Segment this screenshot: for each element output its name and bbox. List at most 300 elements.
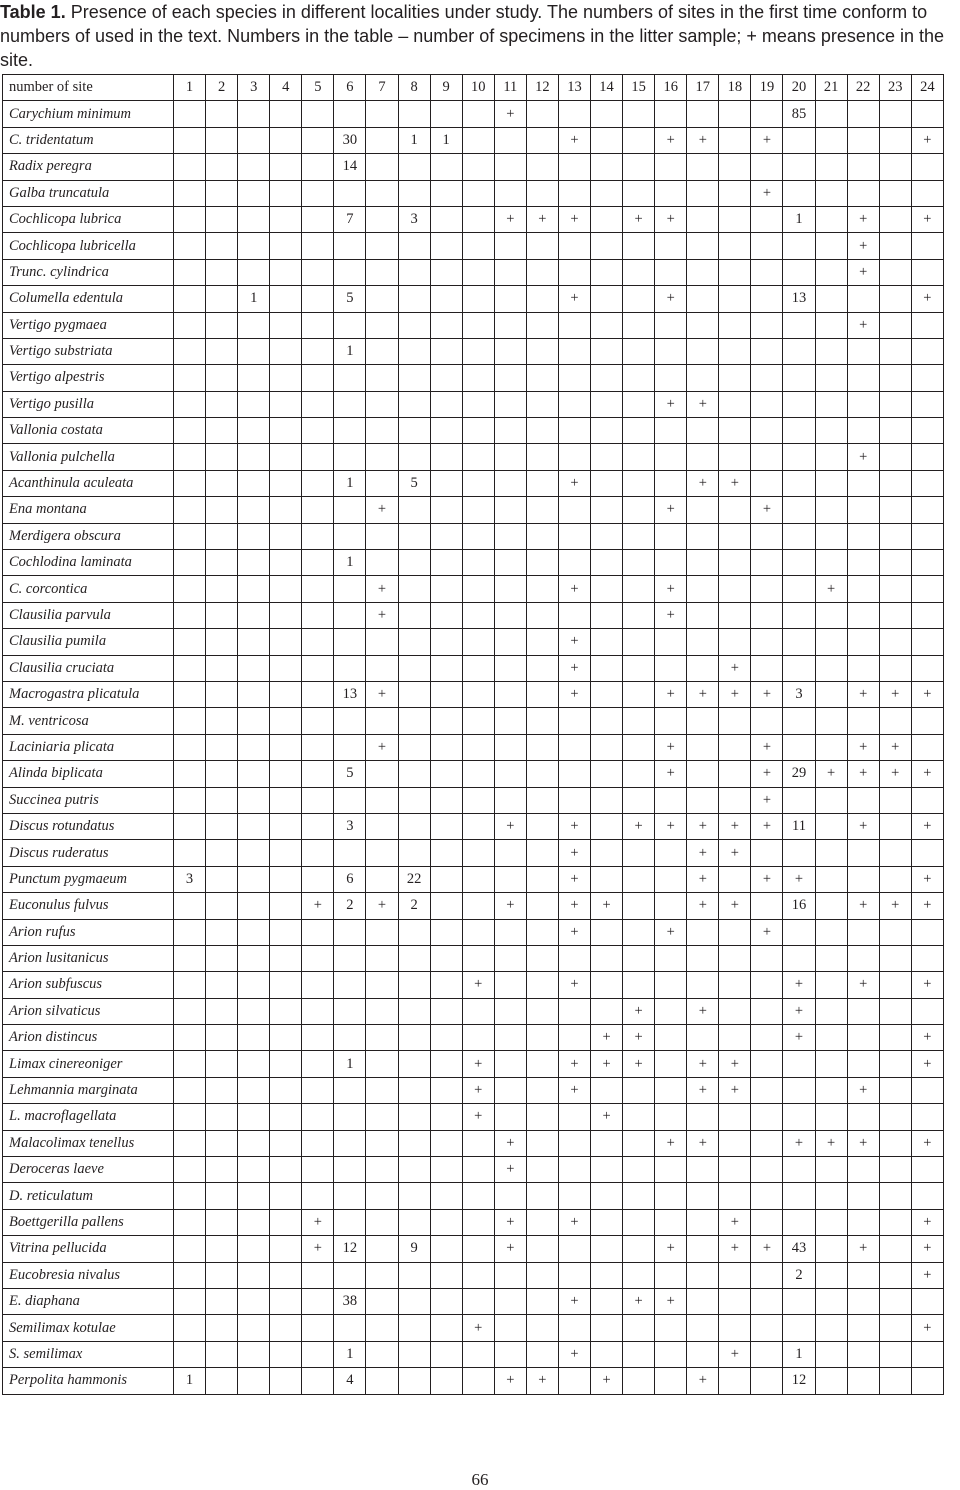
site-cell bbox=[430, 1051, 462, 1077]
site-cell bbox=[206, 1368, 238, 1394]
site-cell bbox=[623, 629, 655, 655]
site-cell bbox=[847, 919, 879, 945]
site-cell bbox=[911, 470, 943, 496]
site-cell bbox=[206, 180, 238, 206]
site-cell: 1 bbox=[334, 1341, 366, 1367]
species-row bbox=[3, 734, 944, 760]
site-cell bbox=[879, 1025, 911, 1051]
site-number-header: 17 bbox=[687, 75, 719, 101]
site-cell: + bbox=[911, 1051, 943, 1077]
site-cell: + bbox=[655, 497, 687, 523]
site-cell bbox=[623, 312, 655, 338]
site-cell bbox=[558, 418, 590, 444]
site-cell bbox=[751, 523, 783, 549]
site-cell bbox=[623, 101, 655, 127]
site-cell bbox=[526, 1025, 558, 1051]
site-cell bbox=[334, 919, 366, 945]
site-cell bbox=[398, 1157, 430, 1183]
site-cell bbox=[879, 1051, 911, 1077]
site-cell bbox=[238, 1183, 270, 1209]
site-cell bbox=[911, 312, 943, 338]
site-cell bbox=[366, 233, 398, 259]
site-cell bbox=[462, 154, 494, 180]
site-cell: + bbox=[366, 893, 398, 919]
site-cell bbox=[366, 787, 398, 813]
site-cell bbox=[815, 206, 847, 232]
site-cell bbox=[302, 1368, 334, 1394]
site-cell bbox=[462, 1130, 494, 1156]
site-cell bbox=[655, 523, 687, 549]
site-cell bbox=[751, 1025, 783, 1051]
species-name: Macrogastra plicatula bbox=[3, 681, 174, 707]
site-cell bbox=[334, 312, 366, 338]
site-cell: + bbox=[751, 681, 783, 707]
species-name: Merdigera obscura bbox=[3, 523, 174, 549]
site-cell bbox=[687, 206, 719, 232]
site-cell: + bbox=[687, 681, 719, 707]
site-cell bbox=[719, 866, 751, 892]
site-cell bbox=[623, 233, 655, 259]
site-cell: + bbox=[558, 1209, 590, 1235]
site-cell bbox=[270, 1236, 302, 1262]
site-cell: 5 bbox=[398, 470, 430, 496]
site-cell: + bbox=[719, 470, 751, 496]
site-cell bbox=[302, 576, 334, 602]
site-cell: + bbox=[494, 101, 526, 127]
site-cell bbox=[623, 259, 655, 285]
site-cell: + bbox=[494, 1157, 526, 1183]
species-row bbox=[3, 1104, 944, 1130]
site-cell bbox=[558, 1236, 590, 1262]
site-cell bbox=[430, 708, 462, 734]
site-cell: + bbox=[847, 444, 879, 470]
site-cell bbox=[911, 840, 943, 866]
site-number-header: 19 bbox=[751, 75, 783, 101]
site-cell bbox=[174, 998, 206, 1024]
site-cell bbox=[398, 998, 430, 1024]
site-cell bbox=[238, 787, 270, 813]
site-cell bbox=[719, 576, 751, 602]
site-cell bbox=[623, 338, 655, 364]
header-row bbox=[3, 75, 944, 101]
site-cell bbox=[815, 1315, 847, 1341]
site-cell: + bbox=[719, 681, 751, 707]
site-cell bbox=[847, 523, 879, 549]
site-cell bbox=[687, 1157, 719, 1183]
site-cell bbox=[687, 1183, 719, 1209]
site-cell bbox=[687, 444, 719, 470]
site-cell bbox=[751, 286, 783, 312]
site-cell bbox=[238, 1051, 270, 1077]
site-cell bbox=[238, 681, 270, 707]
site-cell bbox=[206, 1341, 238, 1367]
site-cell bbox=[430, 1025, 462, 1051]
site-cell: + bbox=[462, 972, 494, 998]
site-cell bbox=[430, 1104, 462, 1130]
site-cell bbox=[398, 840, 430, 866]
site-cell bbox=[558, 734, 590, 760]
site-cell bbox=[526, 1236, 558, 1262]
site-cell bbox=[334, 418, 366, 444]
site-number-header: 1 bbox=[174, 75, 206, 101]
site-cell bbox=[334, 1157, 366, 1183]
species-presence-table bbox=[2, 74, 944, 1395]
site-cell bbox=[366, 1262, 398, 1288]
site-cell bbox=[270, 787, 302, 813]
site-cell bbox=[751, 893, 783, 919]
site-cell bbox=[655, 998, 687, 1024]
caption-label: Table 1. bbox=[0, 2, 66, 22]
site-cell bbox=[783, 1315, 815, 1341]
site-cell bbox=[815, 418, 847, 444]
site-cell bbox=[430, 1209, 462, 1235]
site-cell bbox=[751, 1341, 783, 1367]
site-cell bbox=[462, 787, 494, 813]
site-cell: + bbox=[911, 286, 943, 312]
site-cell bbox=[238, 101, 270, 127]
site-cell bbox=[623, 866, 655, 892]
site-cell bbox=[591, 550, 623, 576]
site-cell bbox=[398, 418, 430, 444]
site-cell bbox=[494, 391, 526, 417]
site-cell bbox=[270, 576, 302, 602]
site-cell bbox=[238, 523, 270, 549]
site-cell bbox=[751, 602, 783, 628]
site-cell bbox=[206, 708, 238, 734]
site-cell bbox=[206, 972, 238, 998]
site-cell bbox=[591, 233, 623, 259]
site-cell bbox=[398, 761, 430, 787]
site-cell bbox=[591, 391, 623, 417]
site-cell bbox=[879, 945, 911, 971]
site-cell bbox=[591, 1077, 623, 1103]
site-cell bbox=[655, 101, 687, 127]
site-cell bbox=[206, 813, 238, 839]
site-cell bbox=[591, 1236, 623, 1262]
site-cell bbox=[302, 1288, 334, 1314]
site-cell bbox=[526, 470, 558, 496]
site-cell bbox=[494, 312, 526, 338]
site-cell bbox=[815, 893, 847, 919]
site-cell bbox=[591, 1183, 623, 1209]
site-cell bbox=[783, 259, 815, 285]
site-cell bbox=[879, 101, 911, 127]
site-cell bbox=[526, 655, 558, 681]
site-cell bbox=[847, 1209, 879, 1235]
site-cell bbox=[494, 233, 526, 259]
site-cell bbox=[655, 1077, 687, 1103]
site-cell: + bbox=[687, 998, 719, 1024]
site-cell bbox=[302, 1157, 334, 1183]
site-cell bbox=[558, 602, 590, 628]
site-cell bbox=[270, 470, 302, 496]
site-cell bbox=[783, 418, 815, 444]
site-cell bbox=[847, 286, 879, 312]
site-cell bbox=[270, 1183, 302, 1209]
site-cell bbox=[334, 391, 366, 417]
site-number-header: 8 bbox=[398, 75, 430, 101]
site-cell bbox=[494, 1183, 526, 1209]
species-row bbox=[3, 1209, 944, 1235]
species-row bbox=[3, 497, 944, 523]
site-cell bbox=[366, 470, 398, 496]
site-cell bbox=[366, 1104, 398, 1130]
site-cell bbox=[430, 813, 462, 839]
site-cell bbox=[591, 787, 623, 813]
site-cell bbox=[206, 470, 238, 496]
site-number-header: 23 bbox=[879, 75, 911, 101]
site-number-header: 20 bbox=[783, 75, 815, 101]
site-cell: + bbox=[719, 1209, 751, 1235]
site-cell bbox=[462, 761, 494, 787]
site-cell bbox=[206, 602, 238, 628]
site-cell bbox=[719, 1104, 751, 1130]
site-cell bbox=[879, 1130, 911, 1156]
site-cell bbox=[687, 418, 719, 444]
site-cell: + bbox=[558, 972, 590, 998]
species-row bbox=[3, 1262, 944, 1288]
site-cell: + bbox=[911, 893, 943, 919]
site-number-header: 24 bbox=[911, 75, 943, 101]
site-cell bbox=[815, 787, 847, 813]
site-cell bbox=[430, 761, 462, 787]
site-cell bbox=[655, 945, 687, 971]
site-cell bbox=[174, 497, 206, 523]
site-cell bbox=[462, 101, 494, 127]
site-cell bbox=[270, 154, 302, 180]
site-cell bbox=[591, 365, 623, 391]
site-cell bbox=[206, 1104, 238, 1130]
site-cell bbox=[462, 919, 494, 945]
site-cell: + bbox=[591, 1051, 623, 1077]
site-cell bbox=[815, 1025, 847, 1051]
site-cell bbox=[462, 1262, 494, 1288]
site-cell bbox=[526, 734, 558, 760]
site-cell bbox=[879, 602, 911, 628]
site-cell bbox=[751, 154, 783, 180]
site-cell bbox=[366, 523, 398, 549]
site-cell bbox=[623, 154, 655, 180]
site-cell bbox=[847, 787, 879, 813]
site-cell bbox=[655, 1341, 687, 1367]
site-cell bbox=[238, 497, 270, 523]
site-cell bbox=[238, 708, 270, 734]
site-cell: + bbox=[783, 1025, 815, 1051]
site-cell bbox=[879, 1183, 911, 1209]
site-cell bbox=[430, 840, 462, 866]
site-cell bbox=[238, 972, 270, 998]
site-cell bbox=[655, 787, 687, 813]
site-cell bbox=[270, 206, 302, 232]
site-cell bbox=[302, 629, 334, 655]
site-cell bbox=[366, 972, 398, 998]
site-cell bbox=[751, 206, 783, 232]
site-cell bbox=[238, 154, 270, 180]
species-row bbox=[3, 550, 944, 576]
site-cell bbox=[815, 998, 847, 1024]
site-cell bbox=[430, 180, 462, 206]
site-cell: + bbox=[719, 1077, 751, 1103]
site-cell: + bbox=[655, 1236, 687, 1262]
site-cell: + bbox=[655, 681, 687, 707]
species-row bbox=[3, 470, 944, 496]
site-cell: + bbox=[879, 734, 911, 760]
site-cell bbox=[591, 180, 623, 206]
site-cell bbox=[462, 418, 494, 444]
site-cell bbox=[238, 761, 270, 787]
site-cell bbox=[687, 761, 719, 787]
site-cell bbox=[719, 550, 751, 576]
site-cell bbox=[238, 840, 270, 866]
site-cell bbox=[526, 576, 558, 602]
site-cell bbox=[398, 365, 430, 391]
site-cell bbox=[719, 180, 751, 206]
site-cell bbox=[623, 945, 655, 971]
site-cell bbox=[911, 787, 943, 813]
site-cell bbox=[366, 259, 398, 285]
site-number-header: 12 bbox=[526, 75, 558, 101]
site-cell bbox=[174, 840, 206, 866]
site-cell bbox=[815, 497, 847, 523]
site-cell: + bbox=[655, 919, 687, 945]
site-cell bbox=[238, 1236, 270, 1262]
site-cell: + bbox=[462, 1315, 494, 1341]
site-cell bbox=[174, 1183, 206, 1209]
site-cell bbox=[879, 1262, 911, 1288]
site-cell bbox=[334, 259, 366, 285]
site-cell bbox=[558, 497, 590, 523]
species-row bbox=[3, 259, 944, 285]
site-cell bbox=[430, 1341, 462, 1367]
site-cell bbox=[174, 550, 206, 576]
site-cell bbox=[591, 101, 623, 127]
site-cell bbox=[430, 418, 462, 444]
site-cell bbox=[206, 734, 238, 760]
site-cell bbox=[334, 365, 366, 391]
species-name: Eucobresia nivalus bbox=[3, 1262, 174, 1288]
site-cell bbox=[526, 444, 558, 470]
site-cell bbox=[623, 550, 655, 576]
site-cell bbox=[366, 629, 398, 655]
site-cell bbox=[623, 418, 655, 444]
species-name: Alinda biplicata bbox=[3, 761, 174, 787]
site-cell bbox=[334, 1209, 366, 1235]
site-cell bbox=[591, 708, 623, 734]
site-cell: + bbox=[847, 893, 879, 919]
site-cell bbox=[462, 206, 494, 232]
site-cell bbox=[623, 1368, 655, 1394]
site-cell bbox=[815, 286, 847, 312]
site-cell bbox=[879, 444, 911, 470]
species-row bbox=[3, 523, 944, 549]
site-cell bbox=[398, 629, 430, 655]
site-cell bbox=[591, 1341, 623, 1367]
site-cell bbox=[719, 206, 751, 232]
site-cell: 5 bbox=[334, 286, 366, 312]
site-cell bbox=[783, 523, 815, 549]
site-cell bbox=[655, 1025, 687, 1051]
site-cell: 1 bbox=[783, 1341, 815, 1367]
site-cell bbox=[847, 1183, 879, 1209]
site-cell: + bbox=[879, 893, 911, 919]
site-cell bbox=[687, 655, 719, 681]
site-cell bbox=[623, 1077, 655, 1103]
site-number-header: 7 bbox=[366, 75, 398, 101]
site-cell bbox=[815, 127, 847, 153]
site-cell bbox=[655, 655, 687, 681]
site-cell bbox=[206, 365, 238, 391]
site-cell bbox=[302, 998, 334, 1024]
species-row bbox=[3, 761, 944, 787]
table-caption bbox=[0, 0, 960, 72]
site-cell: + bbox=[558, 840, 590, 866]
site-cell bbox=[751, 576, 783, 602]
site-cell bbox=[591, 470, 623, 496]
site-cell bbox=[687, 312, 719, 338]
site-cell bbox=[847, 1025, 879, 1051]
site-cell bbox=[783, 127, 815, 153]
site-cell bbox=[879, 550, 911, 576]
site-cell bbox=[270, 180, 302, 206]
site-cell bbox=[366, 1183, 398, 1209]
site-cell bbox=[847, 1315, 879, 1341]
species-row bbox=[3, 1341, 944, 1367]
site-cell bbox=[783, 1183, 815, 1209]
site-cell bbox=[783, 444, 815, 470]
site-cell bbox=[398, 1368, 430, 1394]
site-cell bbox=[494, 761, 526, 787]
site-cell bbox=[366, 444, 398, 470]
site-cell bbox=[815, 444, 847, 470]
site-cell bbox=[494, 629, 526, 655]
site-cell bbox=[334, 1025, 366, 1051]
site-cell bbox=[238, 576, 270, 602]
site-cell: + bbox=[847, 259, 879, 285]
site-cell bbox=[879, 866, 911, 892]
site-cell bbox=[302, 655, 334, 681]
site-cell bbox=[687, 734, 719, 760]
site-cell bbox=[238, 1209, 270, 1235]
site-cell bbox=[206, 1288, 238, 1314]
site-cell bbox=[687, 180, 719, 206]
site-cell bbox=[206, 1262, 238, 1288]
site-cell bbox=[174, 470, 206, 496]
header-label: number of site bbox=[3, 75, 174, 101]
site-cell bbox=[911, 576, 943, 602]
site-cell bbox=[270, 1209, 302, 1235]
site-number-header: 3 bbox=[238, 75, 270, 101]
site-cell bbox=[879, 998, 911, 1024]
site-cell bbox=[591, 972, 623, 998]
site-cell bbox=[366, 418, 398, 444]
site-cell bbox=[462, 681, 494, 707]
site-cell bbox=[302, 418, 334, 444]
site-cell bbox=[302, 154, 334, 180]
site-cell bbox=[623, 444, 655, 470]
site-cell bbox=[398, 154, 430, 180]
site-cell bbox=[270, 602, 302, 628]
site-cell: + bbox=[623, 1288, 655, 1314]
species-name: Discus ruderatus bbox=[3, 840, 174, 866]
site-cell: + bbox=[911, 206, 943, 232]
site-cell: + bbox=[655, 602, 687, 628]
site-cell bbox=[430, 655, 462, 681]
site-cell bbox=[591, 497, 623, 523]
site-cell: 5 bbox=[334, 761, 366, 787]
species-row bbox=[3, 418, 944, 444]
site-cell bbox=[494, 655, 526, 681]
site-cell bbox=[430, 893, 462, 919]
